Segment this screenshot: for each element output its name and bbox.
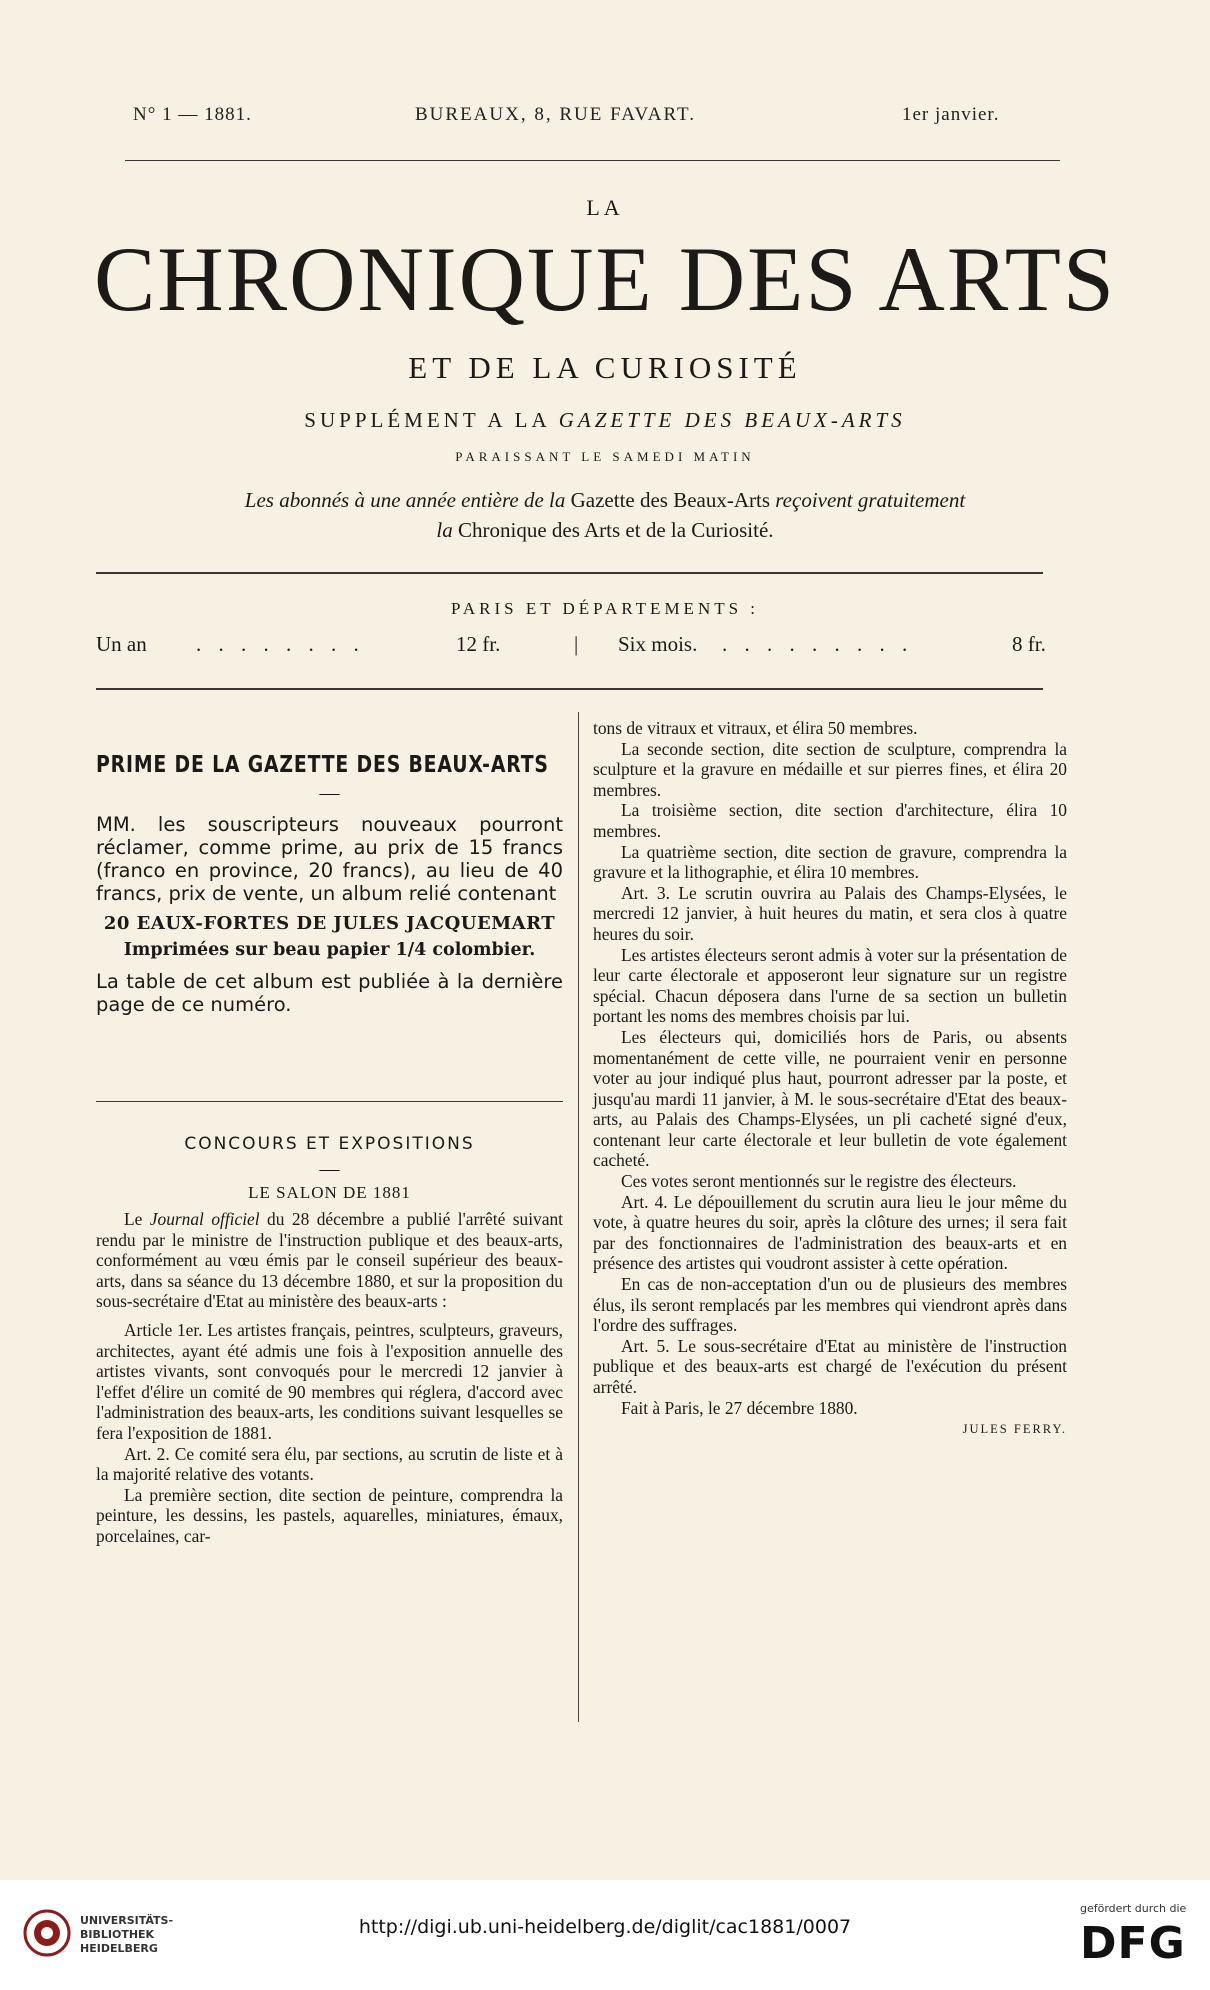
issue-number: N° 1 — 1881. [133, 104, 252, 125]
masthead-title: CHRONIQUE DES ARTS [93, 228, 1117, 330]
prime-section [96, 752, 563, 1016]
abonnes-gazette: Gazette des Beaux-Arts [570, 488, 771, 512]
article-1: Article 1er. Les artistes français, peintres, sculpteurs, graveurs, architectes, ayant été admis une fois à l'exposition annuelle des artistes vivants, sont convoqués pour le mercredi 12 janvier à l'effet d'élire un comité de 90 membres qui réglera, d'accord avec l'administration des beaux-arts, les conditions suivant lesquelles se fera l'exposition de 1881. [96, 1319, 563, 1443]
price-six-value: 8 fr. [1012, 632, 1046, 656]
gefoerdert-label: gefördert durch die [1080, 1902, 1187, 1915]
concours-dash: — [319, 1158, 340, 1180]
right-p11: Art. 5. Le sous-secrétaire d'Etat au ministère de l'instruction publique et des beaux-arts est chargé de l'exécution du présent arrêté. [593, 1335, 1067, 1397]
right-p2: La seconde section, dite section de sculpture, comprendra la sculpture et la gravure en médaille et sur pierres fines, et élira 20 membres. [593, 738, 1067, 800]
abonnes-notice [0, 485, 1210, 545]
prime-rule [96, 1101, 563, 1102]
salon-intro-2: du 28 décembre a publié l'arrêté suivant rendu par le ministre de l'instruction publique et des beaux-arts, conformément au vœu émis par le conseil supérieur des beaux-arts, dans sa séance du 13 décembre 1880, et sur la proposition du sous-secrétaire d'Etat au ministère des beaux-arts : [96, 1209, 563, 1312]
right-p9: Art. 4. Le dépouillement du scrutin aura lieu le jour même du vote, à quatre heures du soir, après la clôture des urnes; il sera fait par des fonctionnaires de l'administration des beaux-arts et en présence des artistes qui voudront assister à cette opération. [593, 1191, 1067, 1274]
uni-line-1: UNIVERSITÄTS- [80, 1914, 174, 1927]
prime-mm-paragraph: MM. les souscripteurs nouveaux pourront réclamer, comme prime, au prix de 15 francs (franco en province, 20 francs), au lieu de 40 francs, prix de vente, un album relié contenant [96, 813, 563, 905]
right-p6: Les artistes électeurs seront admis à voter sur la présentation de leur carte électorale et apposeront leur signature sur un registre spécial. Chacun déposera dans l'urne de sa section un bulletin portant les noms des membres choisis par lui. [593, 944, 1067, 1027]
prime-title: PRIME DE LA GAZETTE DES BEAUX-ARTS [96, 752, 549, 778]
bureaux-address: BUREAUX, 8, RUE FAVART. [415, 104, 696, 125]
price-six-dots: . . . . . . . . . [722, 632, 914, 656]
price-separator: | [574, 632, 579, 656]
price-year-label: Un an [96, 632, 147, 656]
masthead-rule [96, 572, 1043, 574]
prices-heading: PARIS ET DÉPARTEMENTS : [450, 599, 760, 618]
masthead-subtitle: ET DE LA CURIOSITÉ [408, 350, 802, 385]
issue-date: 1er janvier. [902, 104, 1000, 125]
dfg-logo: DFG [1080, 1918, 1186, 1969]
right-p1: tons de vitraux et vitraux, et élira 50 membres. [593, 718, 918, 738]
right-p8: Ces votes seront mentionnés sur le registre des électeurs. [621, 1171, 1017, 1192]
right-column [593, 718, 1067, 1437]
supplement-prefix: SUPPLÉMENT A LA [304, 408, 550, 432]
prices-rule [96, 688, 1043, 690]
supplement-gazette: GAZETTE DES BEAUX-ARTS [558, 408, 906, 432]
salon-intro-1: Le [124, 1209, 143, 1229]
abonnes-text-1: Les abonnés à une année entière de la [244, 488, 566, 512]
signature: JULES FERRY. [962, 1422, 1067, 1437]
abonnes-text-3: la [436, 518, 453, 542]
price-year-value: 12 fr. [456, 632, 501, 656]
uni-line-3: HEIDELBERG [80, 1942, 158, 1955]
header-rule [125, 160, 1060, 161]
journal-officiel: Journal officiel [149, 1209, 260, 1229]
right-p10: En cas de non-acceptation d'un ou de plusieurs des membres élus, ils seront remplacés par les membres qui viendront après dans l'ordre des suffrages. [593, 1274, 1067, 1336]
prime-eaux-fortes: 20 EAUX-FORTES DE JULES JACQUEMART [103, 913, 556, 934]
price-six-label: Six mois. [618, 632, 698, 656]
right-p7: Les électeurs qui, domiciliés hors de Paris, ou absents momentanément de cette ville, ne pourraient venir en personne voter au jour indiqué plus haut, pourront adresser par la poste, et jusqu'au mardi 11 janvier, à M. le sous-secrétaire d'Etat des beaux-arts, au Palais des Champs-Elysées, un pli cacheté signé d'eux, contenant leur carte électorale et leur bulletin de vote également cacheté. [593, 1026, 1067, 1171]
right-p12: Fait à Paris, le 27 décembre 1880. [621, 1397, 858, 1418]
salon-heading: LE SALON DE 1881 [248, 1183, 411, 1202]
supplement-line [0, 408, 1210, 433]
right-p5: Art. 3. Le scrutin ouvrira au Palais des Champs-Elysées, le mercredi 12 janvier, à huit heures du matin, et sera clos à quatre heures du soir. [593, 882, 1067, 944]
prime-dash: — [319, 782, 340, 804]
price-year-dots: . . . . . . . . [196, 632, 365, 656]
abonnes-text-4: Chronique des Arts et de la Curiosité. [458, 518, 774, 542]
right-p4: La quatrième section, dite section de gravure, comprendra la gravure et la lithographie, et élira 10 membres. [593, 841, 1067, 883]
premiere-section: La première section, dite section de peinture, comprendra la peinture, les dessins, les pastels, aquarelles, miniatures, émaux, porcelaines, car- [96, 1484, 563, 1546]
paraissant-line: PARAISSANT LE SAMEDI MATIN [455, 449, 755, 464]
right-p3: La troisième section, dite section d'architecture, élira 10 membres. [593, 800, 1067, 841]
footer-bar [0, 1880, 1210, 1990]
prime-imprimees: Imprimées sur beau papier 1/4 colombier. [123, 940, 536, 960]
concours-section [96, 1134, 563, 1547]
concours-title: CONCOURS ET EXPOSITIONS [184, 1134, 475, 1154]
prime-table-note: La table de cet album est publiée à la dernière page de ce numéro. [96, 970, 563, 1016]
masthead-la: LA [586, 195, 624, 220]
article-2: Art. 2. Ce comité sera élu, par sections, au scrutin de liste et à la majorité relative des votants. [96, 1443, 563, 1485]
source-url-link[interactable]: http://digi.ub.uni-heidelberg.de/diglit/cac1881/0007 [358, 1916, 852, 1938]
abonnes-text-2: reçoivent gratuitement [775, 488, 966, 512]
uni-line-2: BIBLIOTHEK [80, 1928, 155, 1941]
column-divider [578, 712, 579, 1722]
salon-intro [96, 1209, 563, 1312]
